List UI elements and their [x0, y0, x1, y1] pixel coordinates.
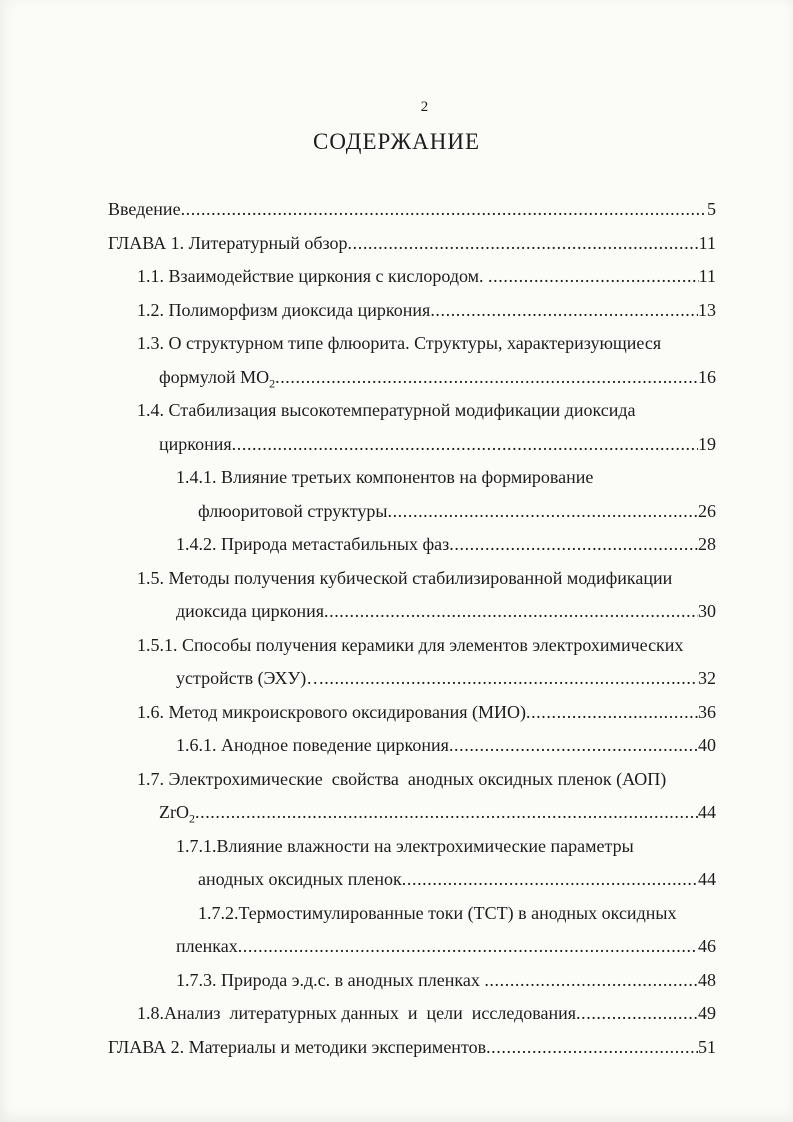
- toc-entry: [176, 595, 324, 629]
- toc-entry-text: 1.6. Метод микроискрового оксидирования (МИО): [137, 701, 526, 722]
- toc-line: [137, 997, 716, 1031]
- dot-leader: [484, 964, 698, 998]
- toc-line: [137, 294, 716, 328]
- toc-entry-text: 1.7.2.Термостимулированные токи (ТСТ) в анодных оксидных: [198, 902, 677, 923]
- toc-entry-text: ГЛАВА 2. Материалы и методики экспериментов: [108, 1036, 487, 1057]
- toc-entry-text: 1.1. Взаимодействие циркония с кислородом.: [137, 266, 489, 286]
- toc-entry: [137, 260, 488, 294]
- dot-leader: [324, 595, 698, 629]
- toc-line: [198, 863, 716, 897]
- page-number: 2: [420, 99, 429, 115]
- toc-page-number: 30: [698, 601, 716, 621]
- toc-page-number: 48: [698, 969, 716, 990]
- dot-leader: [387, 495, 698, 529]
- dot-leader: [275, 361, 698, 395]
- toc-page-number: 16: [698, 366, 716, 387]
- toc-line: [176, 964, 716, 998]
- toc-line: [137, 629, 716, 663]
- toc-page-number: 19: [698, 433, 716, 454]
- toc-entry-text: 1.5.1. Способы получения керамики для элементов электрохимических: [137, 634, 684, 655]
- toc-entry-text: флюоритовой структуры: [198, 500, 388, 521]
- toc-entry-text: формулой МО: [159, 366, 270, 387]
- toc-page-number: 44: [698, 869, 716, 889]
- toc-entry: [137, 763, 666, 797]
- toc-entry: [137, 294, 430, 328]
- toc-entry-text: 1.4.1. Влияние третьих компонентов на формирование: [176, 467, 594, 487]
- toc-page-number: 40: [698, 735, 716, 755]
- toc-entry: [176, 930, 238, 964]
- toc-entry-text: анодных оксидных пленок: [198, 869, 402, 889]
- toc-line: [198, 495, 716, 529]
- toc-entry-text: 1.7. Электрохимические свойства анодных оксидных пленок (АОП): [137, 768, 667, 789]
- dot-leader: [348, 227, 699, 261]
- dot-leader: [430, 294, 698, 328]
- toc-entry-text: 1.4. Стабилизация высокотемпературной модификации диоксида: [137, 400, 636, 420]
- toc-page-number: 44: [698, 802, 716, 822]
- toc-line: [137, 327, 716, 361]
- toc-entry-text: устройств (ЭХУ)…: [176, 668, 325, 688]
- toc-page-number: 11: [698, 232, 716, 253]
- toc-entry-text: диоксида циркония: [176, 601, 324, 621]
- toc-page-number: 36: [698, 701, 716, 722]
- toc-entry: [159, 796, 195, 830]
- toc-page-number: 49: [698, 1003, 716, 1023]
- toc-line: [137, 562, 716, 596]
- toc-entry-text: циркония: [159, 433, 232, 454]
- toc-page-number: 11: [698, 266, 716, 286]
- toc-line: [176, 729, 716, 763]
- dot-leader: [402, 863, 698, 897]
- dot-leader: [526, 696, 698, 730]
- toc-entry-text: 1.6.1. Анодное поведение циркония: [176, 735, 449, 755]
- toc-entry-text: 1.8.Анализ литературных данных и цели исследования: [137, 1003, 577, 1023]
- subscript-text: 2: [269, 376, 276, 391]
- toc-line: [159, 428, 716, 462]
- toc-line: [159, 796, 716, 830]
- toc-entry-text: ГЛАВА 1. Литературный обзор: [108, 232, 348, 253]
- dot-leader: [195, 796, 698, 830]
- toc-list: [108, 193, 716, 1064]
- toc-line: [176, 830, 716, 864]
- dot-leader: [181, 193, 707, 227]
- toc-entry-text: 1.7.3. Природа э.д.с. в анодных пленках: [176, 969, 485, 990]
- toc-entry: [176, 662, 324, 696]
- dot-leader: [324, 662, 698, 696]
- toc-entry: [198, 897, 676, 931]
- toc-entry: [108, 227, 348, 261]
- toc-page-number: 51: [698, 1036, 716, 1057]
- toc-line: [137, 260, 716, 294]
- toc-page-number: 26: [698, 500, 716, 521]
- toc-entry-text: 1.3. О структурном типе флюорита. Структуры, характеризующиеся: [137, 333, 662, 353]
- toc-page-number: 46: [698, 936, 716, 956]
- toc-line: [137, 763, 716, 797]
- toc-line: [137, 696, 716, 730]
- dot-leader: [232, 428, 698, 462]
- toc-line: [108, 227, 716, 261]
- toc-entry: [137, 562, 672, 596]
- page-header: [0, 0, 793, 154]
- toc-entry: [176, 528, 449, 562]
- dot-leader: [486, 1031, 698, 1065]
- toc-entry-text: ZrO: [159, 802, 189, 822]
- dot-leader: [449, 729, 698, 763]
- toc-entry: [176, 461, 593, 495]
- toc-entry: [108, 1031, 486, 1065]
- toc-entry: [137, 327, 661, 361]
- toc-line: [176, 461, 716, 495]
- toc-line: [198, 897, 716, 931]
- toc-line: [137, 394, 716, 428]
- toc-entry: [137, 394, 636, 428]
- toc-entry: [159, 361, 275, 395]
- document-title: СОДЕРЖАНИЕ: [312, 129, 480, 154]
- dot-leader: [576, 997, 698, 1031]
- dot-leader: [238, 930, 698, 964]
- toc-entry-text: 1.5. Методы получения кубической стабилизированной модификации: [137, 567, 673, 588]
- toc-entry: [137, 696, 526, 730]
- toc-entry: [198, 863, 402, 897]
- toc-entry: [176, 729, 449, 763]
- toc-entry: [198, 495, 387, 529]
- toc-page-number: 32: [698, 668, 716, 688]
- toc-entry: [159, 428, 232, 462]
- toc-entry-text: пленках: [176, 936, 238, 956]
- toc-line: [176, 662, 716, 696]
- toc-entry-text: 1.4.2. Природа метастабильных фаз: [176, 534, 450, 554]
- dot-leader: [449, 528, 698, 562]
- toc-line: [108, 1031, 716, 1065]
- toc-line: [176, 930, 716, 964]
- toc-entry-text: 1.7.1.Влияние влажности на электрохимические параметры: [176, 835, 634, 856]
- toc-entry: [137, 629, 683, 663]
- toc-line: [159, 361, 716, 395]
- toc-line: [176, 595, 716, 629]
- toc-entry: [176, 830, 634, 864]
- toc-entry: [137, 997, 576, 1031]
- toc-page-number: 13: [698, 299, 716, 320]
- toc-entry: [176, 964, 484, 998]
- dot-leader: [488, 260, 699, 294]
- toc-line: [108, 193, 716, 227]
- toc-entry-text: 1.2. Полиморфизм диоксида циркония: [137, 299, 431, 320]
- toc-entry-text: Введение: [108, 199, 181, 219]
- toc-line: [176, 528, 716, 562]
- toc-page-number: 5: [707, 199, 716, 219]
- toc-entry: [108, 193, 181, 227]
- subscript-text: 2: [189, 811, 195, 826]
- toc-page-number: 28: [698, 534, 716, 554]
